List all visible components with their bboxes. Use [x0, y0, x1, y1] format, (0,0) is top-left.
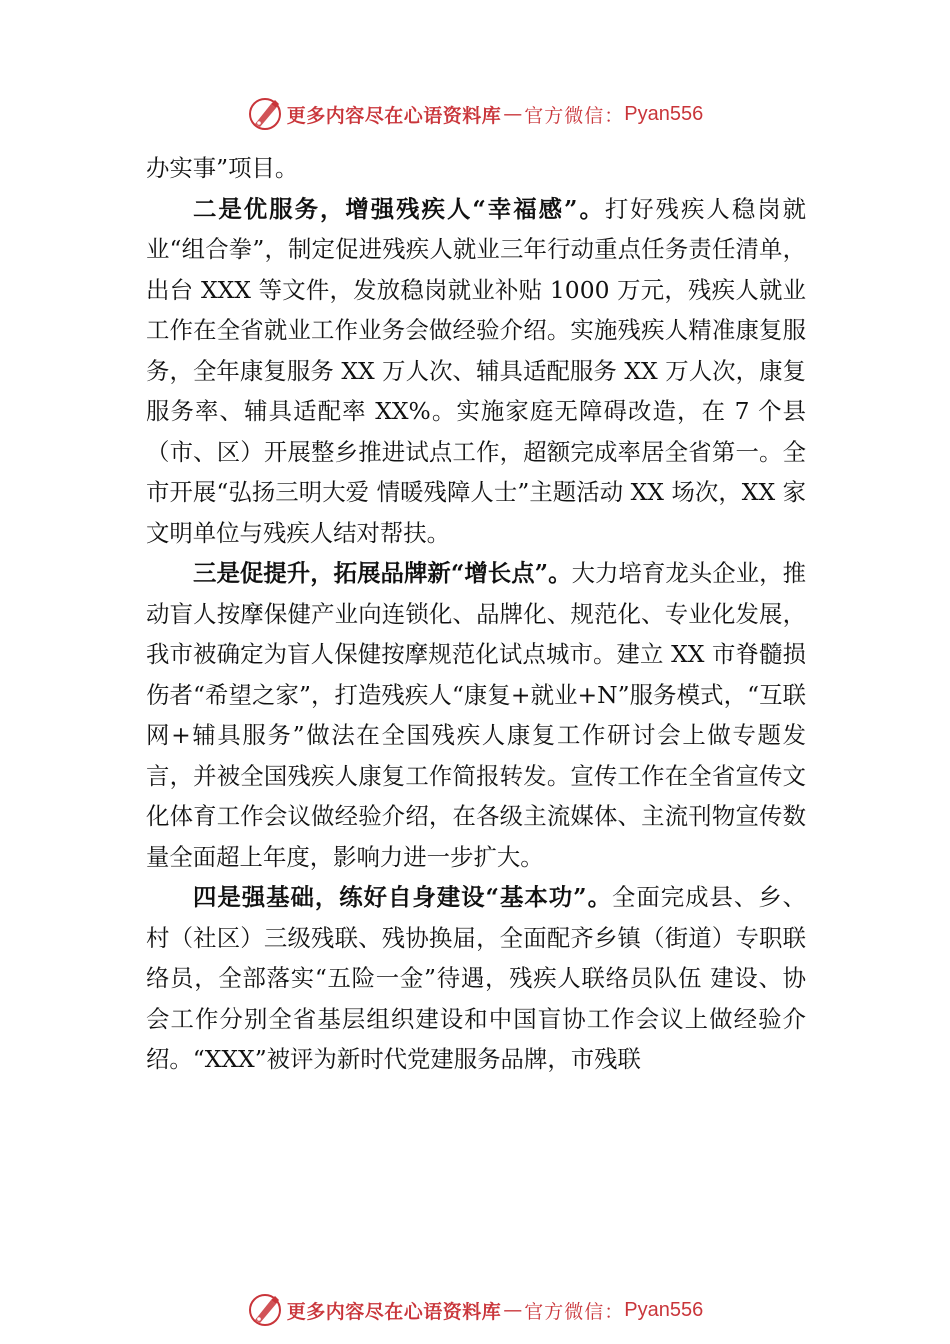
paragraph-brand [146, 553, 806, 877]
pen-nib-seal-icon [247, 1292, 283, 1328]
watermark-header [0, 94, 950, 134]
paragraph-body-text: 打好残疾人稳岗就业“组合拳”，制定促进残疾人就业三年行动重点任务责任清单，出台 XXX 等文件，发放稳岗就业补贴 1000 万元，残疾人就业工作在全省就业工作业务会做经验介绍。实施残疾人精准康复服务，全年康复服务 XX 万人次、辅具适配服务 XX 万人次，康复服务率、辅具适配率 XX%。实施家庭无障碍改造，在 7 个县（市、区）开展整乡推进试点工作，超额完成率居全省第一。全市开展“弘扬三明大爱 情暖残障人士”主题活动 XX 场次，XX 家文明单位与残疾人结对帮扶。 [146, 194, 806, 547]
paragraph-lead-heading: 四是强基础，练好自身建设“基本功”。 [193, 883, 612, 911]
watermark-dash: — [503, 103, 523, 125]
watermark-dash: — [503, 1299, 523, 1321]
paragraph-body-text: 办实事”项目。 [146, 154, 299, 182]
watermark-wechat-id: Pyan556 [624, 1298, 704, 1321]
watermark-footer [0, 1290, 950, 1330]
watermark-sub-text: 官方微信： [524, 1300, 625, 1323]
watermark-wechat-id: Pyan556 [624, 102, 704, 125]
watermark-main-text: 更多内容尽在心语资料库 [286, 1300, 502, 1323]
watermark-sub-text: 官方微信： [524, 104, 625, 127]
paragraph-foundation [146, 877, 806, 1080]
paragraph-body-text: 大力培育龙头企业，推动盲人按摩保健产业向连锁化、品牌化、规范化、专业化发展，我市被确定为盲人保健按摩规范化试点城市。建立 XX 市脊髓损伤者“希望之家”，打造残疾人“康复+就业+N”服务模式，“互联网+辅具服务”做法在全国残疾人康复工作研讨会上做专题发言，并被全国残疾人康复工作简报转发。宣传工作在全省宣传文化体育工作会议做经验介绍，在各级主流媒体、主流刊物宣传数量全面超上年度，影响力进一步扩大。 [146, 559, 806, 871]
document-body [146, 148, 806, 1080]
watermark-main-text: 更多内容尽在心语资料库 [286, 104, 502, 127]
paragraph-body-text: 全面完成县、乡、 村（社区）三级残联、残协换届，全面配齐乡镇（街道）专职联络员，全部落实“五险一金”待遇，残疾人联络员队伍 建设、协会工作分别全省基层组织建设和中国盲协工作会议上做经验介绍。“XXX”被评为新时代党建服务品牌，市残联 [146, 883, 806, 1073]
pen-nib-seal-icon [247, 96, 283, 132]
paragraph-lead-heading: 三是促提升，拓展品牌新“增长点”。 [193, 559, 572, 587]
paragraph-lead-heading: 二是优服务，增强残疾人“幸福感”。 [193, 194, 605, 223]
paragraph-continuation [146, 148, 806, 189]
paragraph-service [146, 189, 806, 554]
